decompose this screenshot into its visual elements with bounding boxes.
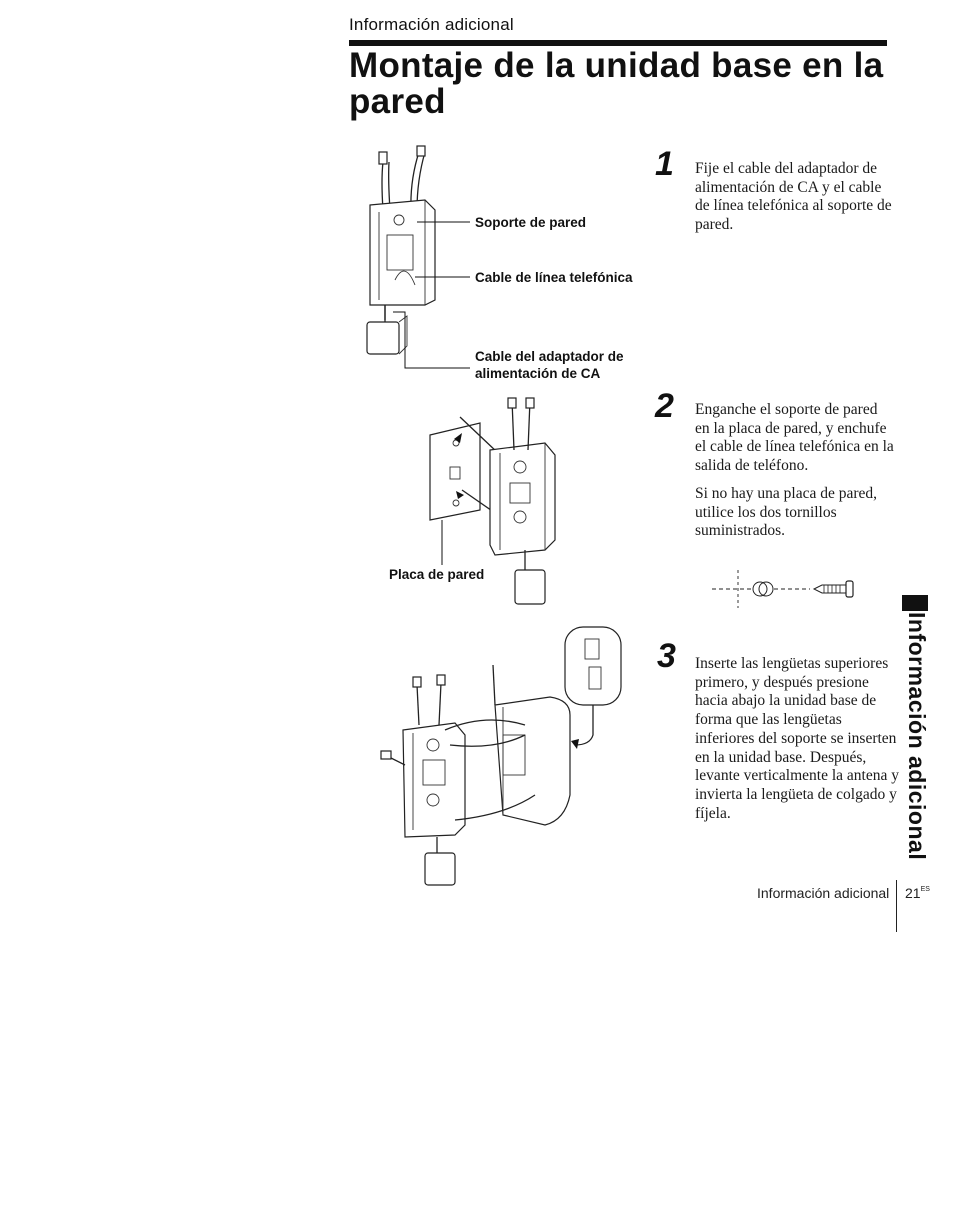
step-2-paragraph-2: Si no hay una placa de pared, utilice los dos tornillos suministrados.: [695, 484, 878, 540]
page-number-suffix: ES: [920, 886, 930, 893]
step-1-number: 1: [655, 145, 674, 183]
step-3-text: [695, 655, 900, 832]
step-3-number: 3: [657, 637, 676, 675]
callout-ac-adaptor-cable: Cable del adaptador de alimentación de CA: [475, 349, 624, 381]
page-title: Montaje de la unidad base en la pared: [349, 46, 884, 121]
page-number-value: 21: [905, 885, 921, 901]
step-1-text: [695, 160, 895, 244]
step-2-number: 2: [655, 387, 674, 425]
screw-icon: [712, 568, 862, 610]
side-tab-marker: [902, 595, 928, 611]
footer-section-label: Información adicional: [757, 885, 890, 901]
callout-wall-plate: Placa de pared: [389, 567, 485, 582]
step-2-paragraph-1: Enganche el soporte de pared en la placa de pared, y enchufe el cable de línea telefónica en la salida de teléfono.: [695, 401, 894, 475]
step-3-paragraph-1: Inserte las lengüetas superiores primero, y después presione hacia abajo la unidad base de forma que las lengüetas inferiores del soporte se inserten en la unidad base. Después, levante verticalmente la antena y invierta la lengüeta de colgado y fíjela.: [695, 655, 899, 822]
callout-wall-bracket: Soporte de pared: [475, 215, 587, 230]
callout-phone-line-cable: Cable de línea telefónica: [475, 270, 633, 285]
side-tab-label: Información adicional: [904, 612, 930, 861]
step-1-paragraph-1: Fije el cable del adaptador de alimentación de CA y el cable de línea telefónica al soporte de pared.: [695, 160, 892, 234]
figure-3-base-unit-illustration: [375, 625, 635, 890]
section-label: Información adicional: [349, 15, 514, 34]
page-number: [905, 885, 930, 901]
step-2-text: [695, 401, 895, 550]
footer-divider: [896, 880, 897, 932]
